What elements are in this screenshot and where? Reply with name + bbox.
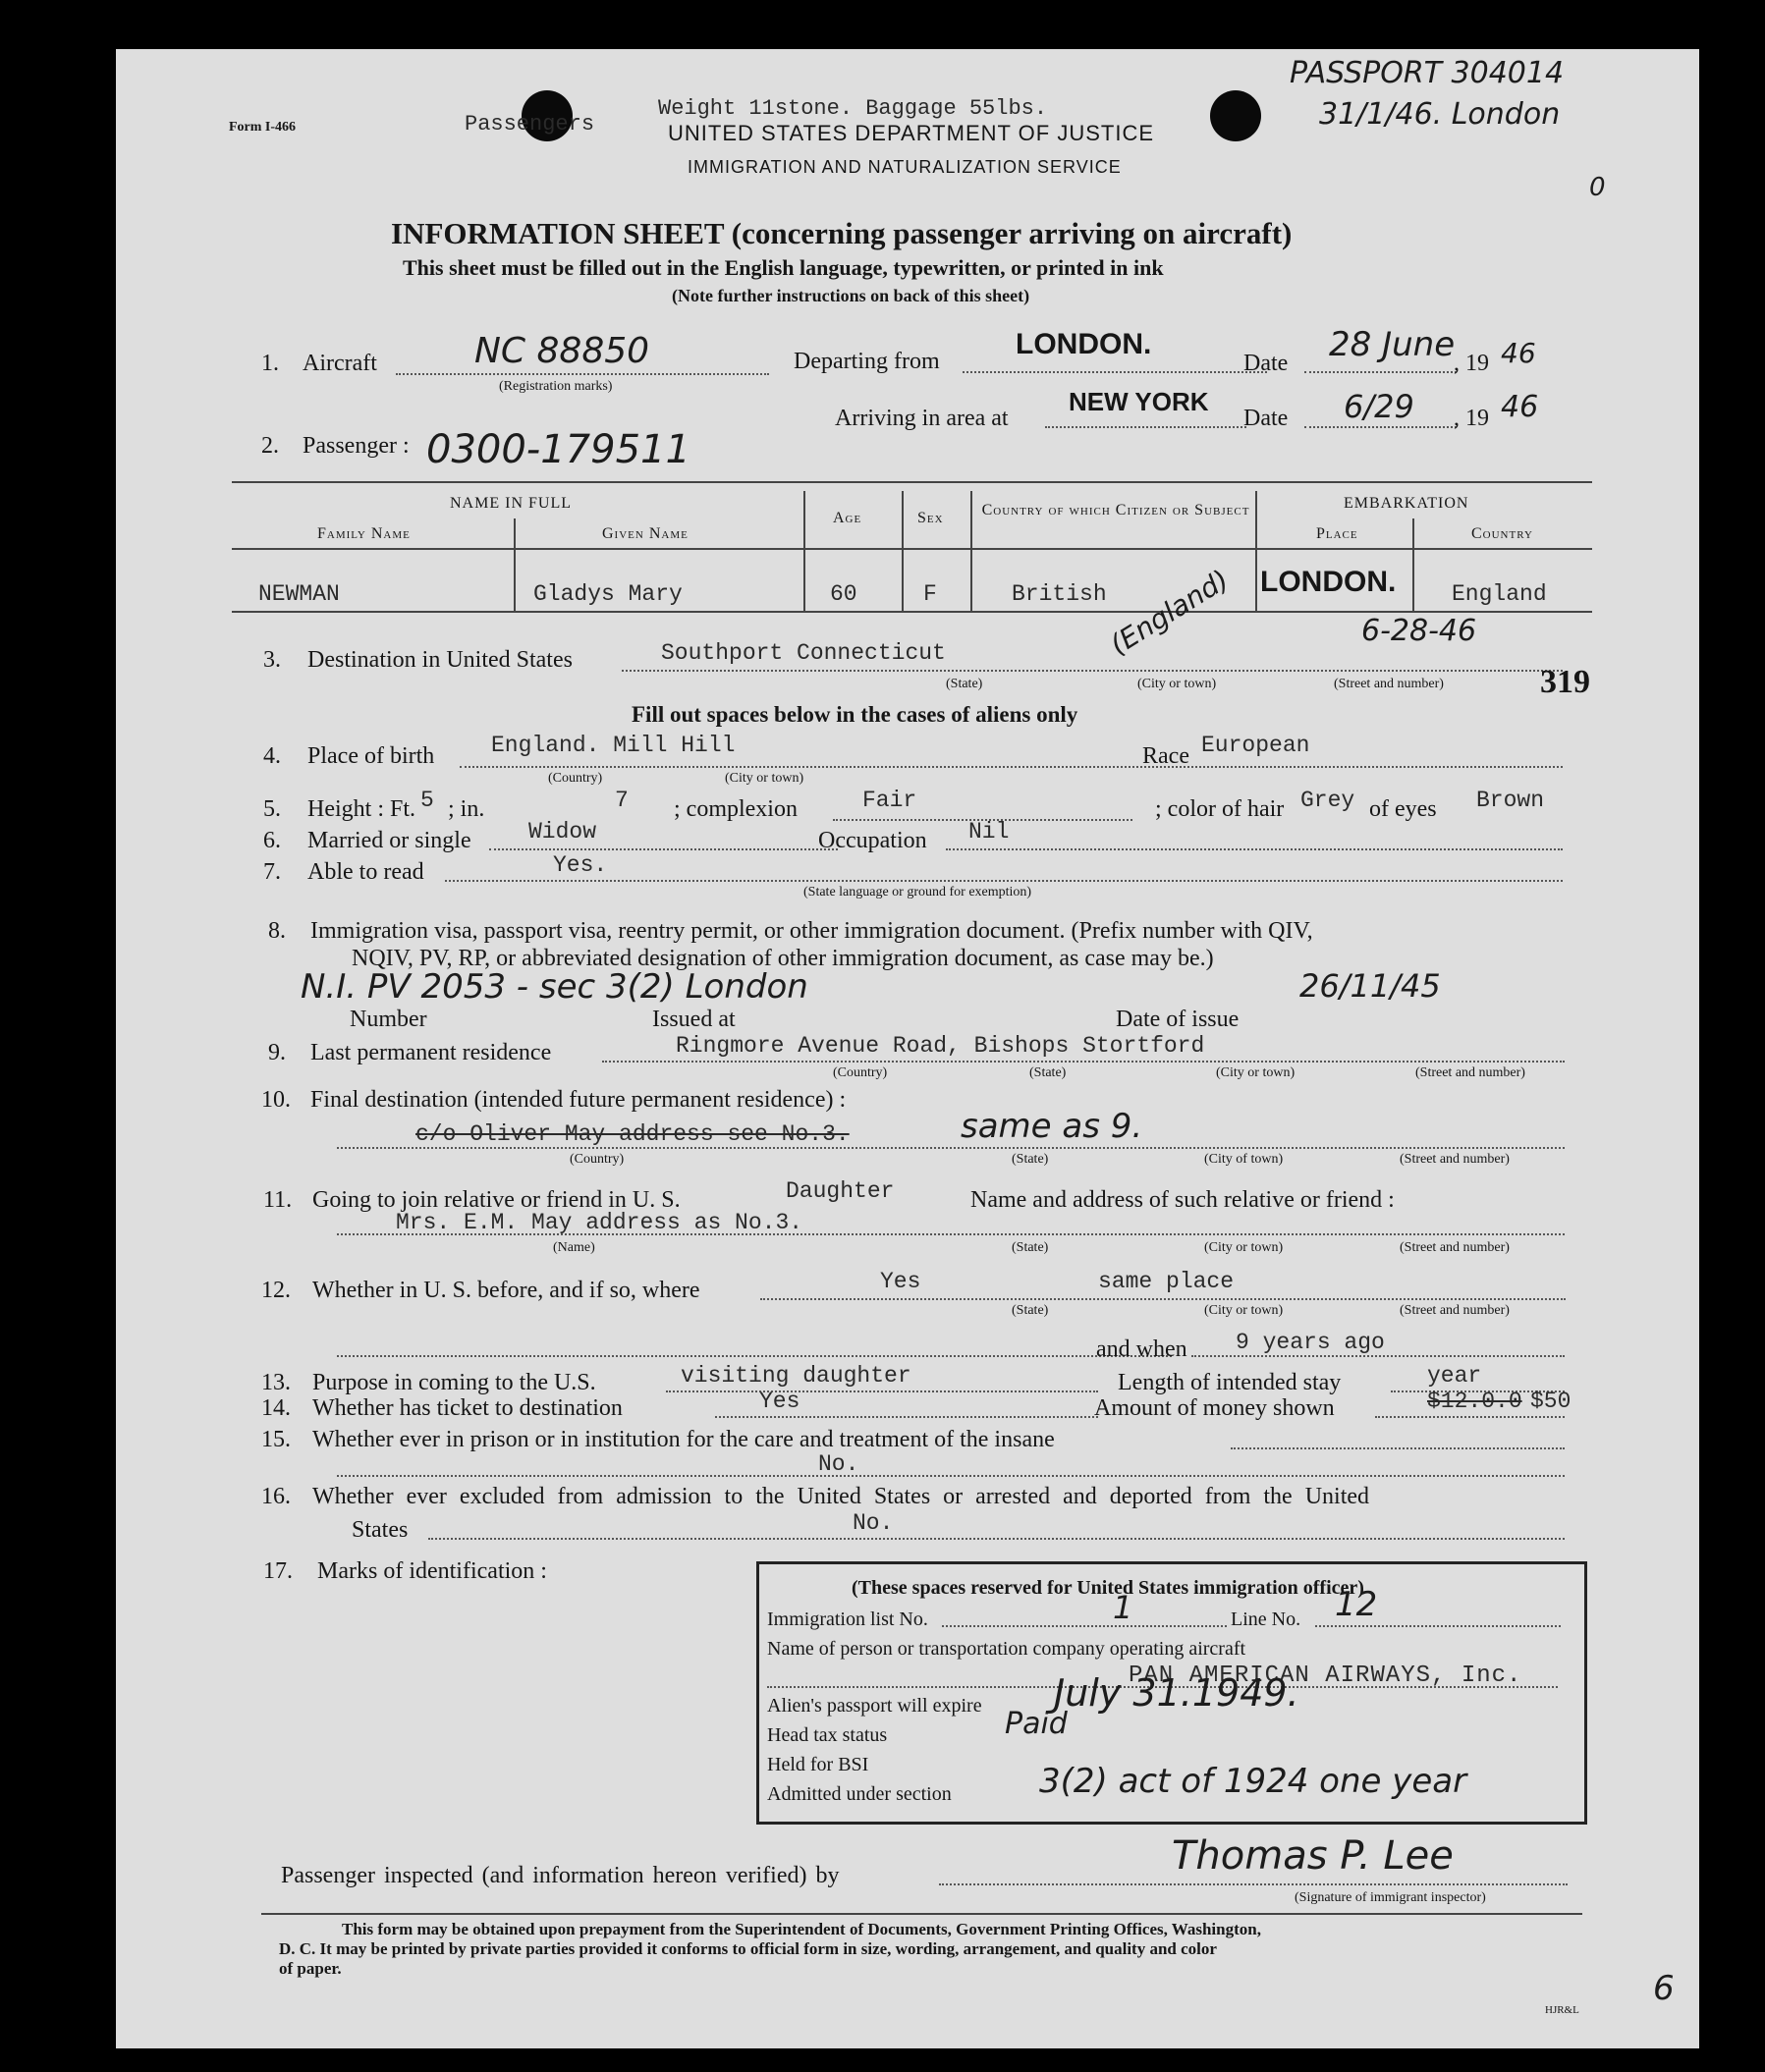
- arrival-date: 6/29: [1344, 388, 1414, 425]
- dotted-line: [1304, 371, 1457, 373]
- item-number: 8.: [268, 918, 286, 944]
- inspector-signature: Thomas P. Lee: [1172, 1833, 1454, 1879]
- item-number: 7.: [263, 859, 281, 885]
- printer-mark: HJR&L: [1545, 2004, 1579, 2016]
- aircraft-label: Aircraft: [303, 351, 377, 376]
- caption: (State): [1029, 1065, 1067, 1080]
- excluded-value: No.: [853, 1510, 894, 1536]
- arriving-label: Arriving in area at: [835, 406, 1009, 431]
- col-country: Country: [1471, 525, 1533, 542]
- signature-caption: (Signature of immigrant inspector): [1295, 1890, 1486, 1905]
- dotted-line: [760, 1298, 1566, 1300]
- passengers-stamp: Passengers: [465, 112, 595, 136]
- departure-year: 46: [1501, 337, 1536, 369]
- money-struck: $12.0.0: [1427, 1389, 1522, 1414]
- embarkation-country: England: [1452, 581, 1547, 607]
- ticket-value: Yes: [759, 1389, 800, 1414]
- table-rule: [232, 548, 1592, 550]
- stay-label: Length of intended stay: [1118, 1370, 1342, 1395]
- caption: (State): [1012, 1240, 1049, 1255]
- when-value: 9 years ago: [1236, 1330, 1385, 1355]
- before-label: Whether in U. S. before, and if so, where: [312, 1278, 700, 1303]
- occupation-value: Nil: [968, 819, 1010, 845]
- item-number: 5.: [263, 796, 281, 822]
- dotted-line: [428, 1538, 1565, 1540]
- dotted-line: [337, 1355, 1172, 1357]
- item-number: 14.: [261, 1395, 291, 1421]
- punch-hole: [1210, 90, 1261, 141]
- dotted-line: [622, 670, 1563, 672]
- occupation-label: Occupation: [818, 828, 927, 853]
- money-label: Amount of money shown: [1094, 1395, 1335, 1421]
- visa-text: NQIV, PV, RP, or abbreviated designation of other immigration document, as case may be.): [352, 946, 1214, 971]
- purpose-label: Purpose in coming to the U.S.: [312, 1370, 596, 1395]
- tax-label: Head tax status: [767, 1724, 888, 1746]
- form-sheet: [116, 49, 1699, 2048]
- race-value: European: [1201, 733, 1310, 758]
- read-label: Able to read: [307, 859, 424, 885]
- destination-code: 319: [1540, 664, 1590, 700]
- passport-label: Alien's passport will expire: [767, 1695, 982, 1717]
- caption: (Street and number): [1400, 1152, 1510, 1167]
- item-number: 10.: [261, 1087, 291, 1113]
- prison-value: No.: [818, 1451, 859, 1477]
- dotted-line: [396, 373, 769, 375]
- col-country-citizen: Country of which Citizen or Subject: [981, 502, 1250, 518]
- dotted-line: [942, 1625, 1227, 1627]
- dotted-line: [460, 766, 1563, 768]
- dotted-line: [1315, 1625, 1561, 1627]
- before-place: same place: [1098, 1269, 1235, 1294]
- list-label: Immigration list No.: [767, 1609, 928, 1630]
- caption: (State): [1012, 1303, 1049, 1318]
- caption: (State): [1012, 1152, 1049, 1167]
- issued-caption: Issued at: [652, 1007, 736, 1032]
- dotted-line: [337, 1475, 1565, 1477]
- visa-text: Immigration visa, passport visa, reentry permit, or other immigration document. (Prefix number with QIV,: [310, 918, 1313, 944]
- complexion-label: ; complexion: [674, 796, 798, 822]
- final-value: c/o Oliver May address see No.3.: [415, 1121, 850, 1147]
- item-number: 3.: [263, 647, 281, 673]
- item-number: 6.: [263, 828, 281, 853]
- footer-rule: [261, 1913, 1582, 1915]
- sex-value: F: [923, 581, 937, 607]
- ticket-label: Whether has ticket to destination: [312, 1395, 623, 1421]
- tax-value: Paid: [1005, 1707, 1068, 1741]
- col-given-name: Given Name: [602, 525, 689, 542]
- join-value: Daughter: [786, 1178, 895, 1204]
- dotted-line: [445, 880, 1563, 882]
- passport-note-2: 31/1/46. London: [1319, 97, 1561, 132]
- caption: (Country): [570, 1152, 625, 1167]
- date-label: Date: [1243, 351, 1289, 376]
- passport-note-1: PASSPORT 304014: [1290, 56, 1565, 90]
- passport-expiry: July 31.1949.: [1054, 1671, 1299, 1715]
- excluded-label: States: [352, 1517, 409, 1543]
- department-title: UNITED STATES DEPARTMENT OF JUSTICE: [668, 121, 1155, 145]
- departure-date: 28 June: [1329, 325, 1456, 364]
- table-rule: [232, 481, 1592, 483]
- aliens-note: Fill out spaces below in the cases of aliens only: [632, 702, 1078, 727]
- item-number: 13.: [261, 1370, 291, 1395]
- caption: (Name): [553, 1240, 595, 1255]
- eyes-label: of eyes: [1369, 796, 1437, 822]
- inch-label: ; in.: [448, 796, 485, 822]
- caption: (City or town): [1137, 677, 1217, 691]
- item-number: 12.: [261, 1278, 291, 1303]
- arriving-value: NEW YORK: [1069, 387, 1209, 416]
- hair-value: Grey: [1300, 788, 1355, 813]
- footer-text: This form may be obtained upon prepayment from the Superintendent of Documents, Government Printing Offices, Washington,: [342, 1920, 1261, 1938]
- item-number: 11.: [263, 1187, 293, 1213]
- dotted-line: [1231, 1447, 1565, 1449]
- year-prefix: , 19: [1454, 406, 1489, 431]
- excluded-label: Whether ever excluded from admission to the United States or arrested and deported from the United: [312, 1484, 1370, 1509]
- birth-label: Place of birth: [307, 743, 435, 769]
- dotted-line: [963, 371, 1267, 373]
- relative-label: Name and address of such relative or friend :: [970, 1187, 1395, 1213]
- col-family-name: Family Name: [317, 525, 411, 542]
- footer-text: D. C. It may be printed by private parties provided it conforms to official form in size, wording, arrangement, and quality and color: [279, 1939, 1217, 1958]
- embarkation-date: 6-28-46: [1361, 614, 1477, 648]
- date-issue-caption: Date of issue: [1116, 1007, 1240, 1032]
- caption: (City or town): [1216, 1065, 1296, 1080]
- col-place: Place: [1316, 525, 1358, 542]
- sheet-title: INFORMATION SHEET (concerning passenger arriving on aircraft): [391, 216, 1293, 250]
- embarkation-place: LONDON.: [1260, 566, 1397, 598]
- caption: (City or town): [1204, 1240, 1284, 1255]
- final-handwritten: same as 9.: [961, 1107, 1143, 1146]
- money-value: $50: [1530, 1389, 1572, 1414]
- sheet-subtitle: This sheet must be filled out in the English language, typewritten, or printed in ink: [403, 255, 1164, 280]
- registration-caption: (Registration marks): [499, 379, 613, 394]
- height-ft: 5: [420, 788, 434, 813]
- item-number: 2.: [261, 433, 279, 459]
- given-name-value: Gladys Mary: [533, 581, 683, 607]
- dotted-line: [337, 1147, 1565, 1149]
- visa-handwritten: N.I. PV 2053 - sec 3(2) London: [301, 967, 808, 1007]
- inspected-label: Passenger inspected (and information hereon verified) by: [281, 1863, 840, 1888]
- item-number: 1.: [261, 351, 279, 376]
- dotted-line: [1191, 1355, 1565, 1357]
- residence-label: Last permanent residence: [310, 1040, 552, 1065]
- caption: (Country): [548, 771, 603, 786]
- caption: (Street and number): [1415, 1065, 1525, 1080]
- year-prefix: , 19: [1454, 351, 1489, 376]
- dotted-line: [946, 848, 1563, 850]
- purpose-value: visiting daughter: [681, 1363, 911, 1389]
- final-label: Final destination (intended future permanent residence) :: [310, 1087, 847, 1113]
- residence-value: Ringmore Avenue Road, Bishops Stortford: [676, 1033, 1205, 1059]
- race-label: Race: [1142, 743, 1189, 769]
- height-in: 7: [615, 788, 629, 813]
- col-embarkation: EMBARKATION: [1344, 495, 1469, 512]
- line-label: Line No.: [1231, 1609, 1301, 1630]
- corner-mark: 0: [1589, 173, 1606, 202]
- caption: (City of town): [1204, 1152, 1284, 1167]
- list-value: 1: [1113, 1589, 1133, 1626]
- height-label: Height : Ft.: [307, 796, 416, 822]
- number-caption: Number: [350, 1007, 427, 1032]
- prison-label: Whether ever in prison or in institution for the care and treatment of the insane: [312, 1427, 1055, 1452]
- join-label: Going to join relative or friend in U. S.: [312, 1187, 681, 1213]
- passenger-label: Passenger :: [303, 433, 410, 459]
- dotted-line: [602, 1061, 1565, 1063]
- citizen-note: (England): [1104, 563, 1235, 662]
- dotted-line: [489, 848, 838, 850]
- caption: (State): [946, 677, 983, 691]
- arrival-year: 46: [1501, 390, 1539, 424]
- married-value: Widow: [528, 819, 597, 845]
- caption: (Street and number): [1400, 1303, 1510, 1318]
- eyes-value: Brown: [1476, 788, 1545, 813]
- departing-label: Departing from: [794, 349, 940, 374]
- date-label: Date: [1243, 406, 1289, 431]
- line-value: 12: [1335, 1585, 1378, 1624]
- sheet-note: (Note further instructions on back of this sheet): [672, 286, 1030, 305]
- family-name-value: NEWMAN: [258, 581, 340, 607]
- item-number: 17.: [263, 1558, 293, 1584]
- caption: (State language or ground for exemption): [803, 885, 1032, 900]
- complexion-value: Fair: [862, 788, 917, 813]
- item-number: 9.: [268, 1040, 286, 1065]
- dotted-line: [1304, 426, 1457, 428]
- table-rule: [232, 611, 1592, 613]
- when-label: and when: [1096, 1336, 1187, 1362]
- footer-text: of paper.: [279, 1959, 342, 1978]
- item-number: 4.: [263, 743, 281, 769]
- marks-label: Marks of identification :: [317, 1558, 547, 1584]
- read-value: Yes.: [553, 852, 608, 878]
- age-value: 60: [830, 581, 857, 607]
- dotted-line: [666, 1390, 1098, 1392]
- aircraft-value: NC 88850: [474, 331, 650, 371]
- destination-label: Destination in United States: [307, 647, 573, 673]
- col-name-in-full: NAME IN FULL: [450, 495, 572, 512]
- officer-box: [756, 1561, 1587, 1825]
- caption: (City or town): [725, 771, 804, 786]
- birth-value: England. Mill Hill: [491, 733, 736, 758]
- col-sex: Sex: [917, 510, 944, 526]
- married-label: Married or single: [307, 828, 471, 853]
- item-number: 15.: [261, 1427, 291, 1452]
- stay-value: year: [1427, 1363, 1482, 1389]
- weight-baggage: Weight 11stone. Baggage 55lbs.: [658, 96, 1048, 121]
- page-number: 6: [1653, 1969, 1675, 2008]
- bsi-label: Held for BSI: [767, 1754, 869, 1775]
- visa-date: 26/11/45: [1299, 967, 1441, 1005]
- destination-value: Southport Connecticut: [661, 640, 946, 666]
- item-number: 16.: [261, 1484, 291, 1509]
- operator-value: PAN AMERICAN AIRWAYS, Inc.: [1129, 1663, 1522, 1689]
- service-title: IMMIGRATION AND NATURALIZATION SERVICE: [688, 157, 1122, 177]
- form-number: Form I-466: [229, 120, 297, 135]
- operator-label: Name of person or transportation company operating aircraft: [767, 1638, 1246, 1660]
- officer-box-title: (These spaces reserved for United States immigration officer): [852, 1577, 1364, 1599]
- departing-value: LONDON.: [1016, 328, 1152, 360]
- hair-label: ; color of hair: [1155, 796, 1285, 822]
- passenger-number: 0300-179511: [426, 427, 690, 472]
- caption: (Street and number): [1334, 677, 1444, 691]
- relative-value: Mrs. E.M. May address as No.3.: [396, 1210, 803, 1235]
- col-age: Age: [833, 510, 862, 526]
- dotted-line: [1045, 426, 1246, 428]
- dotted-line: [939, 1883, 1568, 1885]
- dotted-line: [1375, 1416, 1565, 1418]
- section-label: Admitted under section: [767, 1783, 952, 1805]
- caption: (Country): [833, 1065, 888, 1080]
- caption: (Street and number): [1400, 1240, 1510, 1255]
- caption: (City or town): [1204, 1303, 1284, 1318]
- dotted-line: [715, 1416, 1098, 1418]
- section-value: 3(2) act of 1924 one year: [1039, 1762, 1467, 1801]
- before-value: Yes: [880, 1269, 921, 1294]
- citizen-value: British: [1012, 581, 1107, 607]
